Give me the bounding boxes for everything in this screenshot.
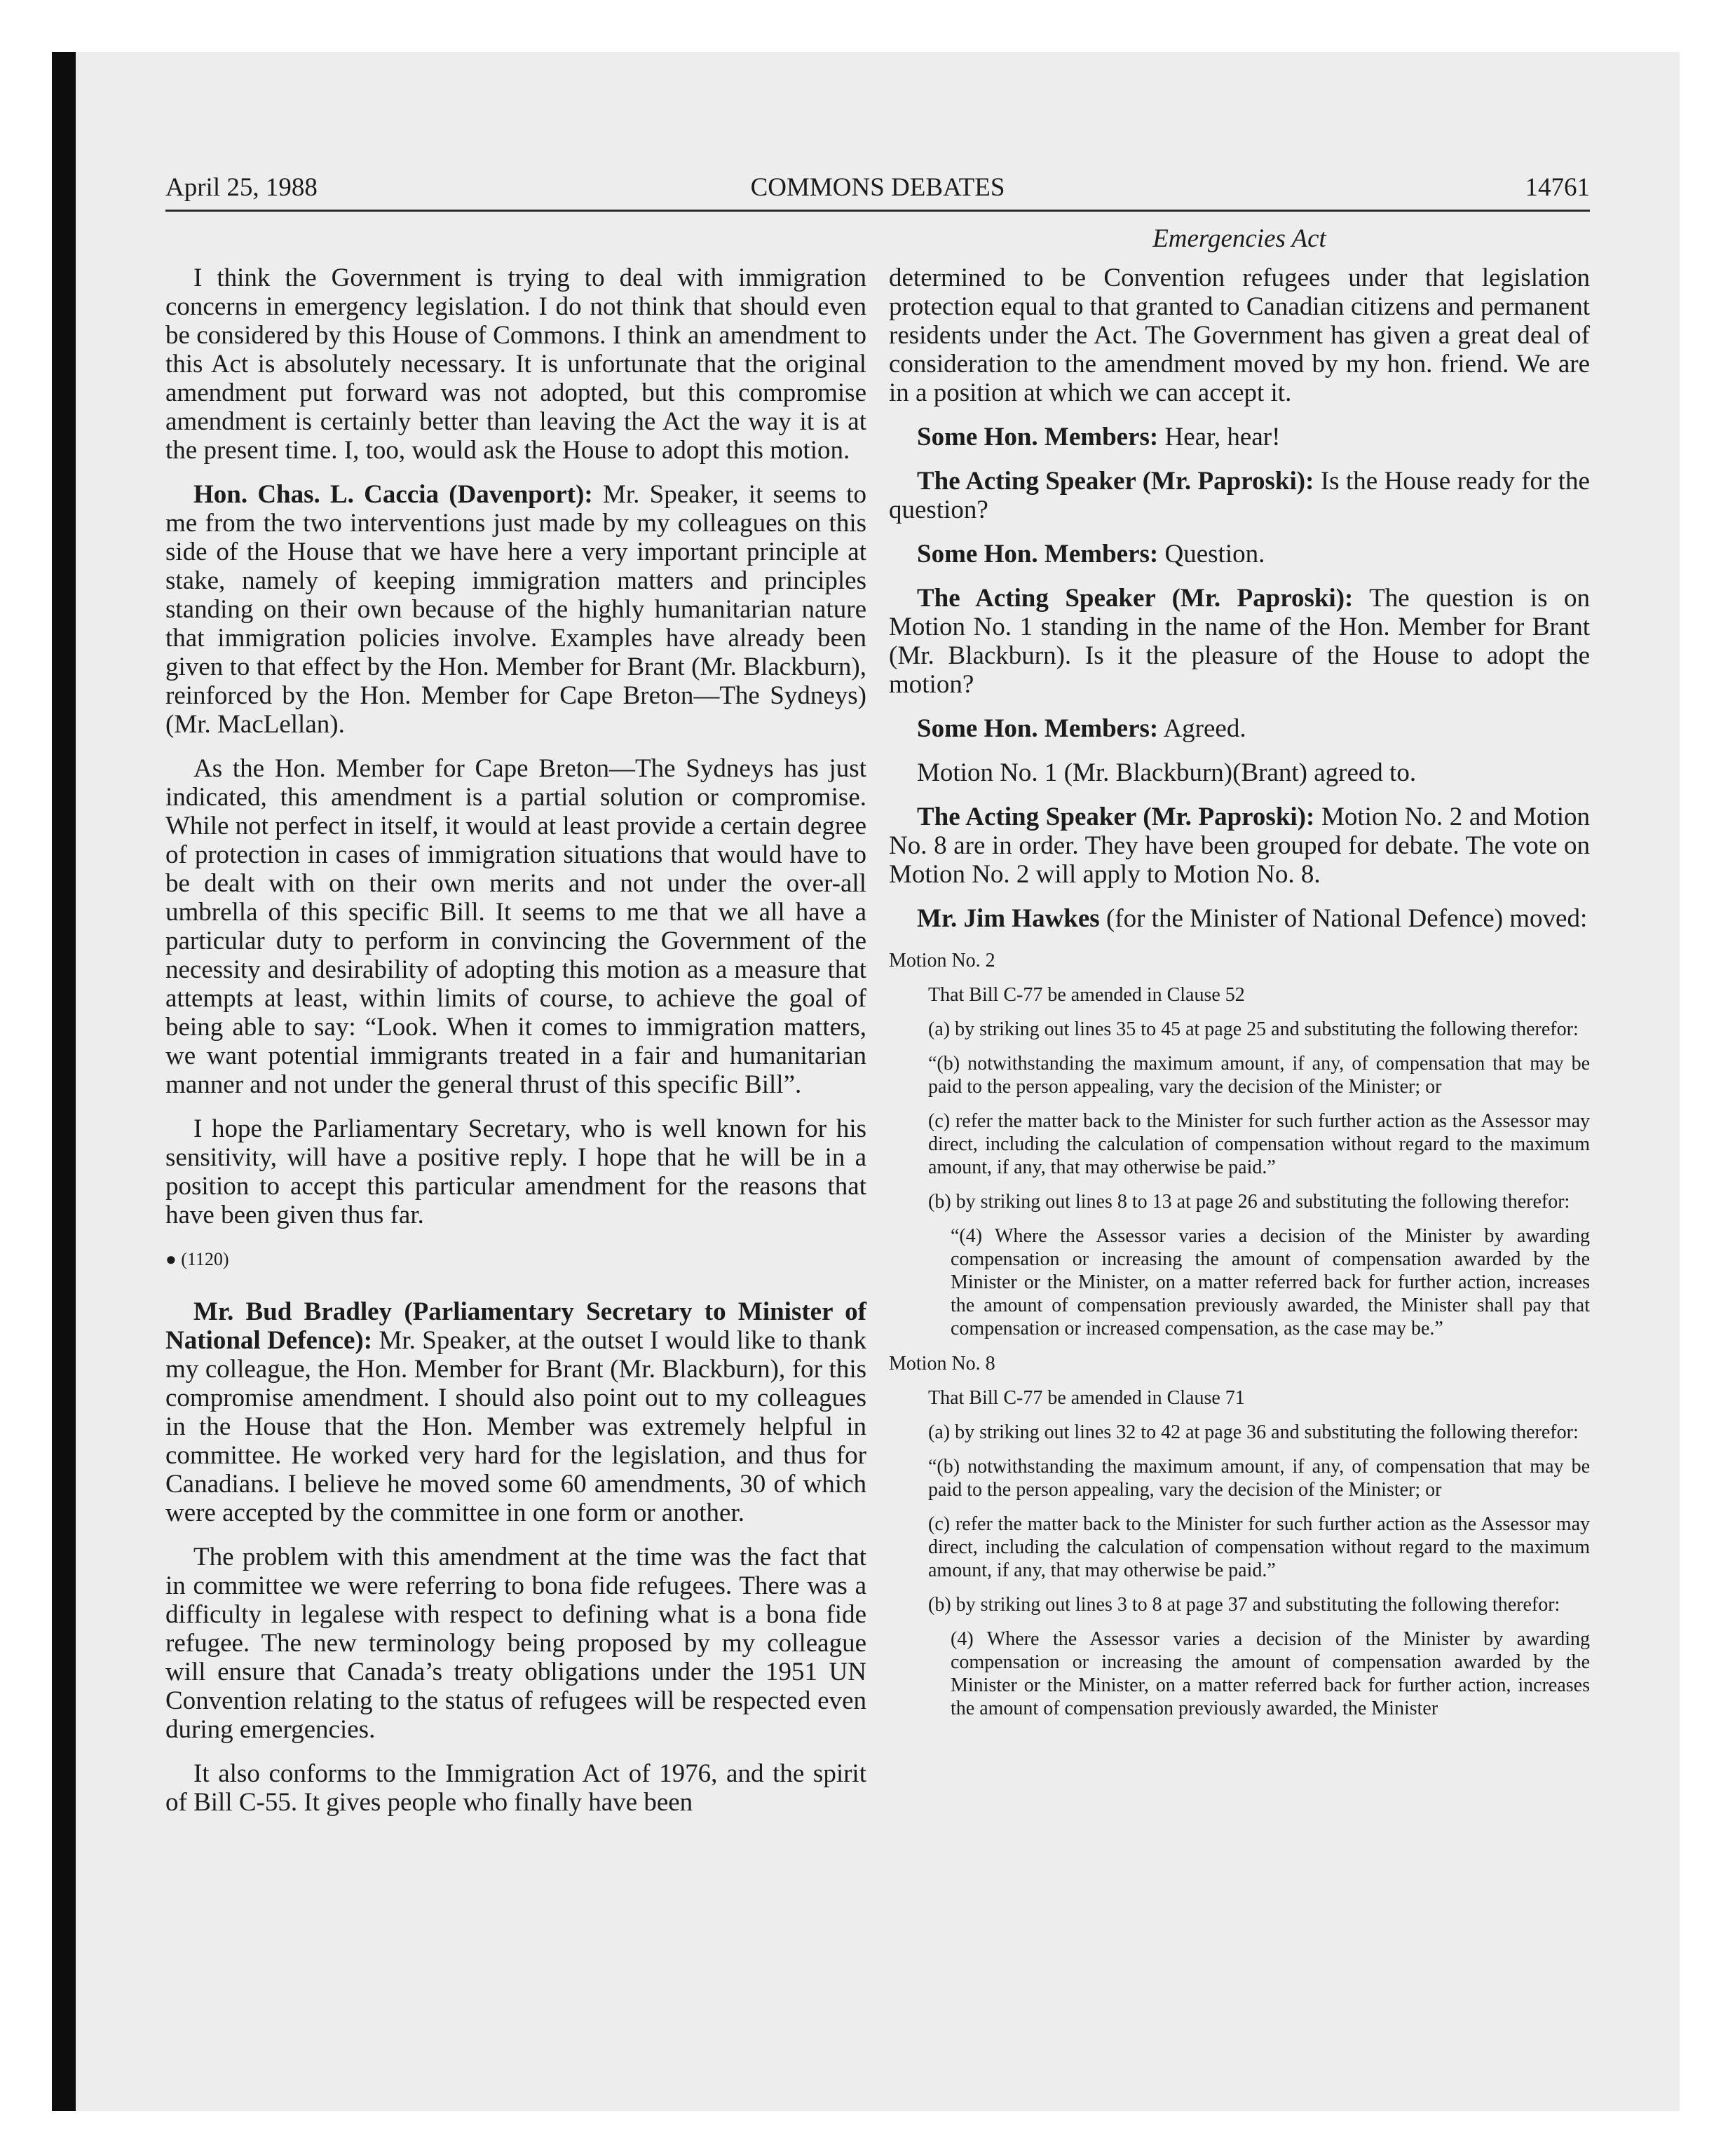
speaker-name: The Acting Speaker (Mr. Paproski): [917, 467, 1314, 496]
paragraph [165, 1297, 866, 1527]
motion-label: Motion No. 2 [889, 950, 995, 971]
header-date: April 25, 1988 [165, 173, 318, 202]
paragraph: determined to be Convention refugees under that legislation protection equal to that granted to Canadian citizens and permanent residents under the Act. The Government has given a great deal of consideration to the amendment moved by my hon. friend. We are in a position at which we can accept it. [889, 264, 1590, 407]
motion-text: (b) by striking out lines 3 to 8 at page 37 and substituting the following therefor: [928, 1594, 1560, 1616]
speech-text: Hear, hear! [1158, 423, 1281, 451]
motion-text: “(b) notwithstanding the maximum amount, if any, of compensation that may be paid to the person appealing, vary the decision of the Minister; or [928, 1456, 1590, 1501]
speech-text: Mr. Speaker, it seems to me from the two interventions just made by my colleagues on this side of the House that we have here a very important principle at stake, namely of keeping immigration matters and principles standing on their own because of the highly humanitarian nature that immigration policies involve. Examples have already been given to that effect by the Hon. Member for Brant (Mr. Blackburn), reinforced by the Hon. Member for Cape Breton—The Sydneys) (Mr. MacLellan). [165, 480, 867, 739]
paragraph [165, 480, 866, 739]
right-column [889, 264, 1590, 1731]
paragraph: The problem with this amendment at the time was the fact that in committee we were referring to bona fide refugees. There was a difficulty in legalese with respect to defining what is a bona fide refugee. The new terminology being proposed by my colleague will ensure that Canada’s treaty obligations under the 1951 UN Convention relating to the status of refugees will be respected even during emergencies. [165, 1543, 866, 1744]
page-header [165, 170, 1590, 212]
binding-edge [52, 52, 76, 2111]
time-marker: ● (1120) [165, 1249, 229, 1269]
speaker-name: Some Hon. Members: [917, 540, 1159, 568]
paragraph: I hope the Parliamentary Secretary, who is well known for his sensitivity, will have a positive reply. I hope that he will be in a position to accept this particular amendment for the reasons that have been given thus far. [165, 1114, 866, 1229]
paragraph [889, 714, 1590, 743]
motion-text: (b) by striking out lines 8 to 13 at page 26 and substituting the following therefor: [928, 1191, 1570, 1213]
paragraph [889, 467, 1590, 524]
paragraph [889, 540, 1590, 568]
motion-text: (4) Where the Assessor varies a decision of the Minister by awarding compensation or increasing the amount of compensation awarded by the Minister or the Minister, on a matter referred back for further action, increases the amount of compensation previously awarded, the Minister [951, 1628, 1590, 1719]
speaker-name: Mr. Jim Hawkes [917, 904, 1100, 933]
motion-label: Motion No. 8 [889, 1353, 995, 1374]
motion-text: That Bill C-77 be amended in Clause 52 [928, 984, 1245, 1006]
speaker-name: The Acting Speaker (Mr. Paproski): [917, 803, 1315, 831]
motion-text: “(4) Where the Assessor varies a decision of the Minister by awarding compensation or increasing the amount of compensation awarded by the Minister or the Minister, on a matter referred back for further action, increases the amount of compensation previously awarded, the Minister shall pay that compensation or increased compensation, as the case may be.” [951, 1225, 1590, 1339]
motion-text: (c) refer the matter back to the Minister for such further action as the Assessor may direct, including the calculation of compensation without regard to the maximum amount, if any, that may otherwise be paid.” [928, 1110, 1590, 1178]
speech-text: (for the Minister of National Defence) moved: [1099, 904, 1588, 933]
header-title: COMMONS DEBATES [750, 173, 1005, 202]
speech-text: Question. [1158, 540, 1265, 568]
paragraph: As the Hon. Member for Cape Breton—The Sydneys has just indicated, this amendment is a partial solution or compromise. While not perfect in itself, it would at least provide a certain degree of protection in cases of immigration situations that would have to be dealt with on their own merits and not under the over-all umbrella of this specific Bill. It seems to me that we all have a particular duty to perform in convincing the Government of the necessity and desirability of adopting this motion as a measure that attempts at least, within limits of course, to achieve the goal of being able to say: “Look. When it comes to immigration matters, we want potential immigrants treated in a fair and humanitarian manner and not under the general thrust of this specific Bill”. [165, 754, 866, 1099]
motion-text: (a) by striking out lines 35 to 45 at page 25 and substituting the following therefor: [928, 1018, 1579, 1040]
speech-text: Agreed. [1158, 714, 1246, 743]
speech-text: The question is on Motion No. 1 standing in the name of the Hon. Member for Brant (Mr. Blackburn). Is it the pleasure of the House to adopt the motion? [889, 584, 1590, 699]
speech-text: Mr. Speaker, at the outset I would like to thank my colleague, the Hon. Member for Brant (Mr. Blackburn), for this compromise amendment. I should also point out to my colleagues in the House that the Hon. Member was extremely helpful in committee. He worked very hard for the legislation, and thus for Canadians. I believe he moved some 60 amendments, 30 of which were accepted by the committee in one form or another. [165, 1326, 867, 1527]
speaker-name: Hon. Chas. L. Caccia (Davenport): [193, 480, 593, 509]
paragraph [889, 584, 1590, 699]
speech-text: Is the House ready for the question? [889, 467, 1590, 524]
subject-heading: Emergencies Act [1152, 224, 1326, 253]
paragraph [889, 904, 1590, 933]
speaker-name: Some Hon. Members: [917, 423, 1159, 451]
paragraph: I think the Government is trying to deal with immigration concerns in emergency legislation. I do not think that should even be considered by this House of Commons. I think an amendment to this Act is absolutely necessary. It is unfortunate that the original amendment put forward was not adopted, but this compromise amendment is certainly better than leaving the Act the way it is at the present time. I, too, would ask the House to adopt this motion. [165, 264, 866, 465]
page-number: 14761 [1525, 173, 1590, 202]
speaker-name: Some Hon. Members: [917, 714, 1159, 743]
motion-text: (a) by striking out lines 32 to 42 at page 36 and substituting the following therefor: [928, 1421, 1579, 1443]
paragraph [889, 423, 1590, 451]
paragraph: Motion No. 1 (Mr. Blackburn)(Brant) agreed to. [917, 758, 1417, 787]
left-column [165, 264, 866, 1832]
motion-text: “(b) notwithstanding the maximum amount, if any, of compensation that may be paid to the person appealing, vary the decision of the Minister; or [928, 1053, 1590, 1098]
speech-text: Motion No. 2 and Motion No. 8 are in order. They have been grouped for debate. The vote on Motion No. 2 will apply to Motion No. 8. [889, 803, 1590, 889]
motion-text: That Bill C-77 be amended in Clause 71 [928, 1387, 1245, 1409]
paragraph: It also conforms to the Immigration Act of 1976, and the spirit of Bill C-55. It gives people who finally have been [165, 1759, 866, 1817]
speaker-name: Mr. Bud Bradley (Parliamentary Secretary to Minister of National Defence): [165, 1297, 866, 1355]
motion-text: (c) refer the matter back to the Minister for such further action as the Assessor may direct, including the calculation of compensation without regard to the maximum amount, if any, that may otherwise be paid.” [928, 1513, 1590, 1581]
speaker-name: The Acting Speaker (Mr. Paproski): [917, 584, 1354, 613]
paragraph [889, 803, 1590, 889]
